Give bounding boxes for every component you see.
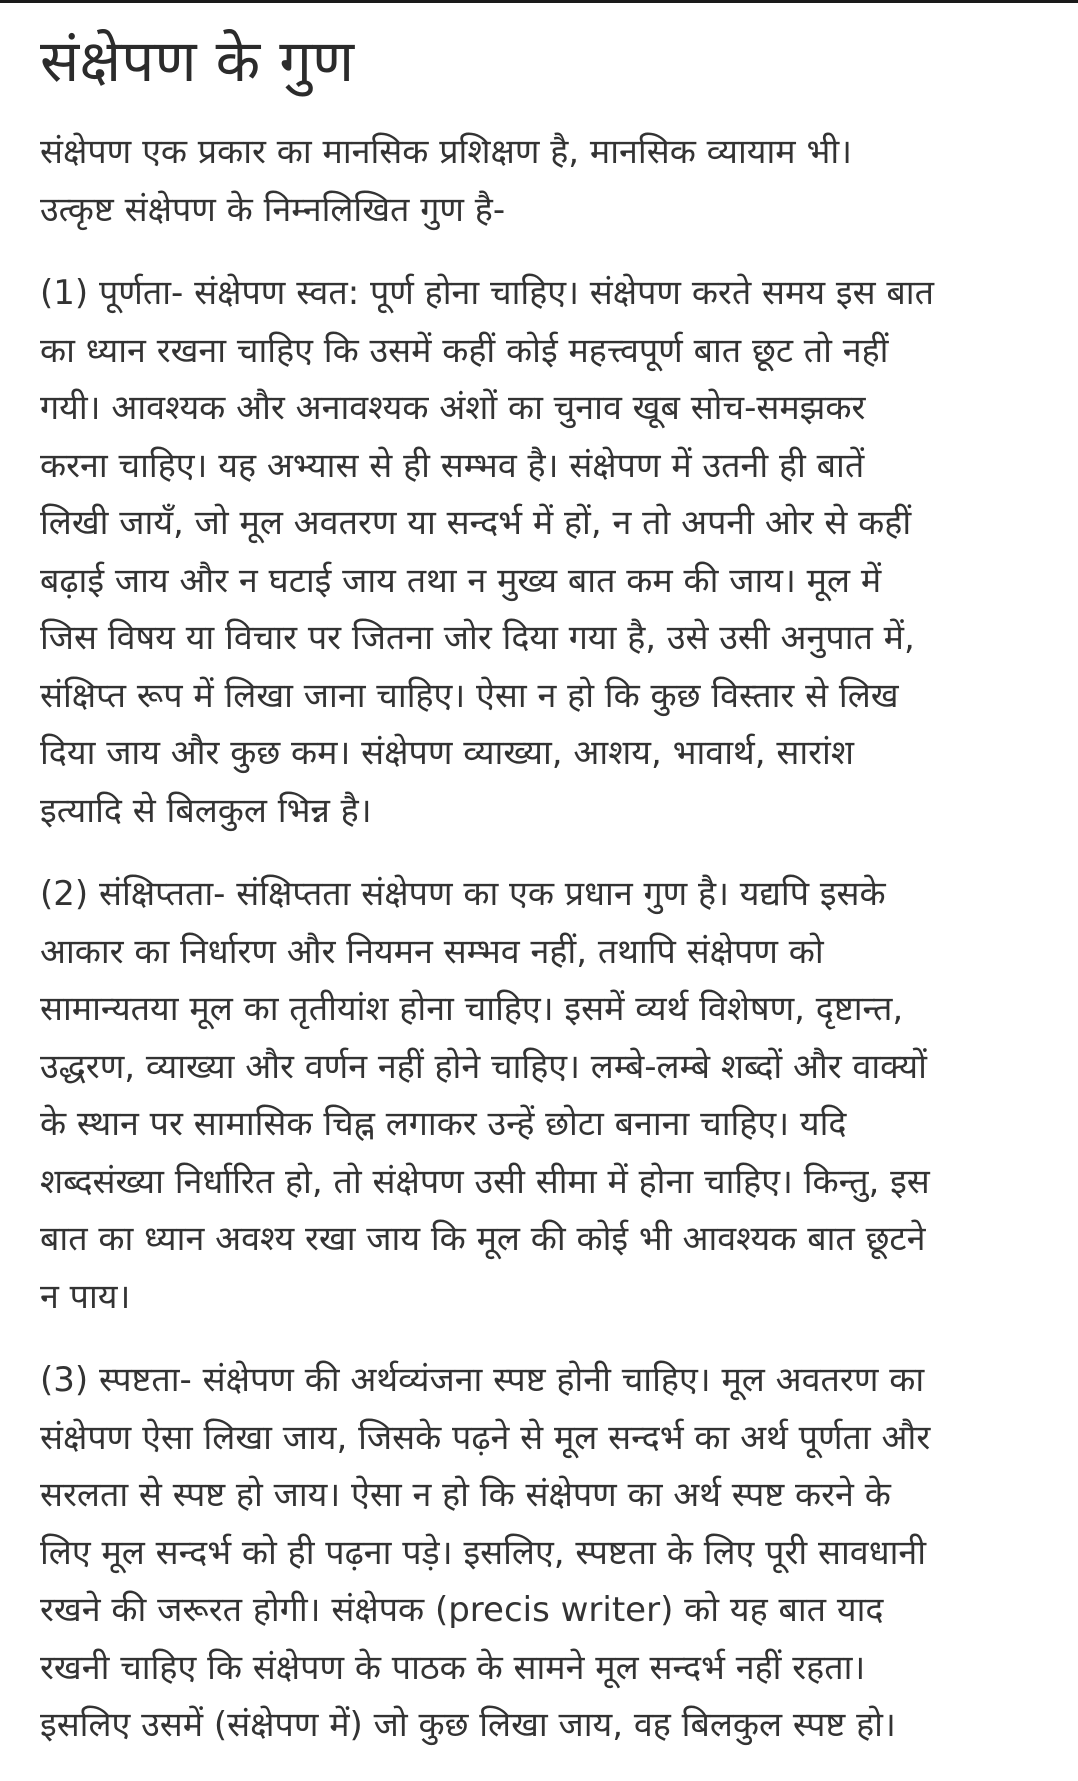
paragraph-line: इसलिए उसमें (संक्षेपण में) जो कुछ लिखा जाय, वह बिलकुल स्पष्ट हो। [40, 1705, 896, 1745]
paragraph-line: शब्दसंख्या निर्धारित हो, तो संक्षेपण उसी सीमा में होना चाहिए। किन्तु, इस [40, 1161, 930, 1202]
paragraph-line: रखने की जरूरत होगी। संक्षेपक (precis writer) को यह बात याद [40, 1590, 884, 1630]
paragraph-line: न पाय। [40, 1276, 131, 1317]
paragraph-line: बढ़ाई जाय और न घटाई जाय तथा न मुख्य बात कम की जाय। मूल में [40, 560, 882, 601]
paragraph-line: सरलता से स्पष्ट हो जाय। ऐसा न हो कि संक्षेपण का अर्थ स्पष्ट करने के [40, 1475, 891, 1515]
article [40, 22, 1078, 1781]
top-divider [0, 0, 1078, 3]
paragraph-line: (1) पूर्णता- संक्षेपण स्वत: पूर्ण होना चाहिए। संक्षेपण करते समय इस बात [40, 273, 934, 313]
paragraph-line: संक्षेपण एक प्रकार का मानसिक प्रशिक्षण है, मानसिक व्यायाम भी। [40, 132, 853, 172]
paragraph-line: इत्यादि से बिलकुल भिन्न है। [40, 790, 372, 831]
paragraph-line: संक्षिप्त रूप में लिखा जाना चाहिए। ऐसा न हो कि कुछ विस्तार से लिख [40, 675, 899, 716]
intro-paragraph [40, 124, 1078, 239]
paragraph-line: के स्थान पर सामासिक चिह्न लगाकर उन्हें छोटा बनाना चाहिए। यदि [40, 1104, 847, 1144]
clarity-paragraph [40, 1352, 1078, 1755]
paragraph-line: बात का ध्यान अवश्य रखा जाय कि मूल की कोई भी आवश्यक बात छूटने [40, 1219, 926, 1259]
paragraph-line: उत्कृष्ट संक्षेपण के निम्नलिखित गुण है- [40, 189, 506, 230]
paragraph-line: संक्षेपण ऐसा लिखा जाय, जिसके पढ़ने से मूल सन्दर्भ का अर्थ पूर्णता और [40, 1417, 931, 1458]
paragraph-line: (2) संक्षिप्तता- संक्षिप्तता संक्षेपण का एक प्रधान गुण है। यद्यपि इसके [40, 874, 886, 914]
paragraph-line: (3) स्पष्टता- संक्षेपण की अर्थव्यंजना स्पष्ट होनी चाहिए। मूल अवतरण का [40, 1360, 925, 1400]
paragraph-line: दिया जाय और कुछ कम। संक्षेपण व्याख्या, आशय, भावार्थ, सारांश [40, 733, 854, 773]
paragraph-line: रखनी चाहिए कि संक्षेपण के पाठक के सामने मूल सन्दर्भ नहीं रहता। [40, 1647, 866, 1688]
paragraph-line: सामान्यतया मूल का तृतीयांश होना चाहिए। इसमें व्यर्थ विशेषण, दृष्टान्त, [40, 989, 904, 1029]
paragraph-line: आकार का निर्धारण और नियमन सम्भव नहीं, तथापि संक्षेपण को [40, 931, 824, 972]
conciseness-paragraph [40, 866, 1078, 1326]
completeness-paragraph [40, 265, 1078, 840]
paragraph-line: का ध्यान रखना चाहिए कि उसमें कहीं कोई महत्त्वपूर्ण बात छूट तो नहीं [40, 330, 889, 371]
paragraph-line: करना चाहिए। यह अभ्यास से ही सम्भव है। संक्षेपण में उतनी ही बातें [40, 445, 865, 486]
page-title: संक्षेपण के गुण [40, 27, 355, 95]
paragraph-line: जिस विषय या विचार पर जितना जोर दिया गया है, उसे उसी अनुपात में, [40, 618, 915, 658]
paragraph-line: लिए मूल सन्दर्भ को ही पढ़ना पड़े। इसलिए, स्पष्टता के लिए पूरी सावधानी [40, 1532, 927, 1573]
paragraph-line: लिखी जायँ, जो मूल अवतरण या सन्दर्भ में हों, न तो अपनी ओर से कहीं [40, 503, 912, 543]
paragraph-line: उद्धरण, व्याख्या और वर्णन नहीं होने चाहिए। लम्बे-लम्बे शब्दों और वाक्यों [40, 1046, 927, 1087]
paragraph-line: गयी। आवश्यक और अनावश्यक अंशों का चुनाव खूब सोच-समझकर [40, 388, 866, 428]
